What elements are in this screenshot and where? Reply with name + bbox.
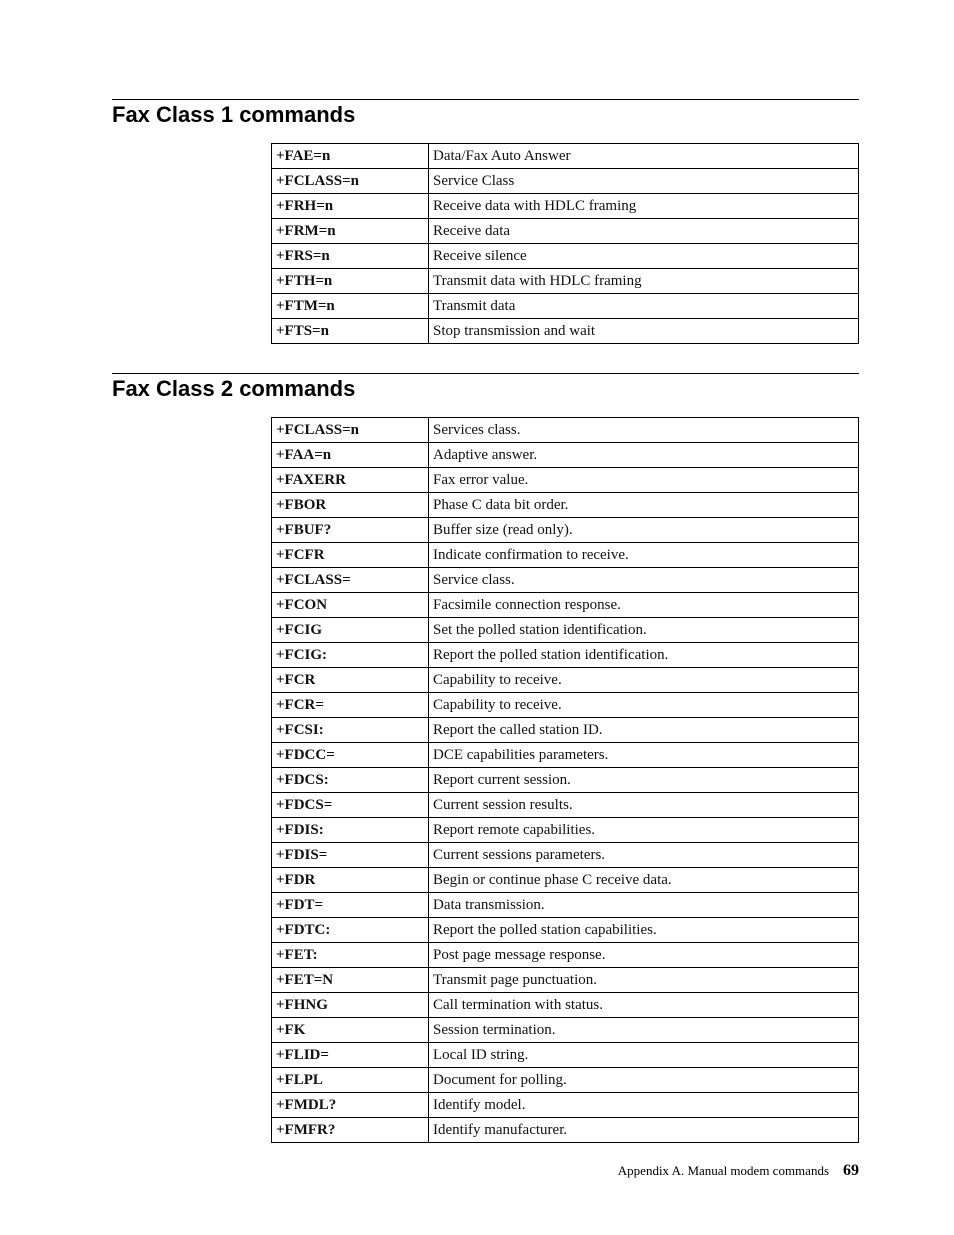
- table-row: [272, 568, 859, 593]
- command-cell: +FCIG: [272, 618, 429, 643]
- description-cell: Report current session.: [429, 768, 859, 793]
- description-cell: Document for polling.: [429, 1068, 859, 1093]
- table-row: [272, 593, 859, 618]
- commands-table: [271, 417, 859, 1143]
- command-cell: +FCSI:: [272, 718, 429, 743]
- table-row: [272, 893, 859, 918]
- section-rule: [112, 99, 859, 100]
- description-cell: Transmit data with HDLC framing: [429, 269, 859, 294]
- table-row: [272, 294, 859, 319]
- command-cell: +FMDL?: [272, 1093, 429, 1118]
- command-cell: +FLPL: [272, 1068, 429, 1093]
- command-cell: +FCR: [272, 668, 429, 693]
- description-cell: Transmit page punctuation.: [429, 968, 859, 993]
- command-cell: +FET:: [272, 943, 429, 968]
- table-row: [272, 1043, 859, 1068]
- command-cell: +FDCS:: [272, 768, 429, 793]
- table-row: [272, 543, 859, 568]
- command-cell: +FMFR?: [272, 1118, 429, 1143]
- description-cell: Adaptive answer.: [429, 443, 859, 468]
- description-cell: Current session results.: [429, 793, 859, 818]
- description-cell: DCE capabilities parameters.: [429, 743, 859, 768]
- description-cell: Capability to receive.: [429, 668, 859, 693]
- table-row: [272, 943, 859, 968]
- table-row: [272, 618, 859, 643]
- section-rule: [112, 373, 859, 374]
- description-cell: Set the polled station identification.: [429, 618, 859, 643]
- command-cell: +FAA=n: [272, 443, 429, 468]
- table-row: [272, 743, 859, 768]
- page-number: 69: [843, 1162, 859, 1179]
- table-row: [272, 1093, 859, 1118]
- table-body: [272, 144, 859, 344]
- table-row: [272, 668, 859, 693]
- table-row: [272, 443, 859, 468]
- command-cell: +FTM=n: [272, 294, 429, 319]
- command-cell: +FDCS=: [272, 793, 429, 818]
- table-row: [272, 843, 859, 868]
- description-cell: Transmit data: [429, 294, 859, 319]
- command-cell: +FCFR: [272, 543, 429, 568]
- table-row: [272, 993, 859, 1018]
- description-cell: Phase C data bit order.: [429, 493, 859, 518]
- command-cell: +FRS=n: [272, 244, 429, 269]
- description-cell: Facsimile connection response.: [429, 593, 859, 618]
- description-cell: Call termination with status.: [429, 993, 859, 1018]
- command-cell: +FCLASS=n: [272, 169, 429, 194]
- description-cell: Data/Fax Auto Answer: [429, 144, 859, 169]
- description-cell: Identify model.: [429, 1093, 859, 1118]
- description-cell: Indicate confirmation to receive.: [429, 543, 859, 568]
- description-cell: Session termination.: [429, 1018, 859, 1043]
- description-cell: Report the called station ID.: [429, 718, 859, 743]
- table-row: [272, 1018, 859, 1043]
- description-cell: Post page message response.: [429, 943, 859, 968]
- command-cell: +FTH=n: [272, 269, 429, 294]
- command-cell: +FDT=: [272, 893, 429, 918]
- command-cell: +FCR=: [272, 693, 429, 718]
- description-cell: Report the polled station identification.: [429, 643, 859, 668]
- command-cell: +FCLASS=: [272, 568, 429, 593]
- table-row: [272, 418, 859, 443]
- table-row: [272, 768, 859, 793]
- command-cell: +FDIS:: [272, 818, 429, 843]
- description-cell: Data transmission.: [429, 893, 859, 918]
- command-cell: +FLID=: [272, 1043, 429, 1068]
- description-cell: Service class.: [429, 568, 859, 593]
- description-cell: Begin or continue phase C receive data.: [429, 868, 859, 893]
- command-cell: +FET=N: [272, 968, 429, 993]
- description-cell: Report the polled station capabilities.: [429, 918, 859, 943]
- description-cell: Receive data with HDLC framing: [429, 194, 859, 219]
- table-row: [272, 269, 859, 294]
- table-row: [272, 468, 859, 493]
- command-cell: +FDIS=: [272, 843, 429, 868]
- page-footer: [560, 1162, 859, 1180]
- table-row: [272, 1118, 859, 1143]
- command-cell: +FRH=n: [272, 194, 429, 219]
- description-cell: Receive data: [429, 219, 859, 244]
- command-cell: +FDCC=: [272, 743, 429, 768]
- table-row: [272, 144, 859, 169]
- commands-table: [271, 143, 859, 344]
- table-row: [272, 868, 859, 893]
- command-cell: +FCLASS=n: [272, 418, 429, 443]
- command-cell: +FCIG:: [272, 643, 429, 668]
- command-cell: +FCON: [272, 593, 429, 618]
- table-row: [272, 244, 859, 269]
- table-row: [272, 319, 859, 344]
- footer-text: Appendix A. Manual modem commands: [617, 1163, 829, 1178]
- table-row: [272, 818, 859, 843]
- description-cell: Local ID string.: [429, 1043, 859, 1068]
- description-cell: Receive silence: [429, 244, 859, 269]
- table-row: [272, 693, 859, 718]
- command-cell: +FBOR: [272, 493, 429, 518]
- command-cell: +FAXERR: [272, 468, 429, 493]
- table-row: [272, 194, 859, 219]
- table-row: [272, 518, 859, 543]
- table-row: [272, 918, 859, 943]
- table-body: [272, 418, 859, 1143]
- table-row: [272, 793, 859, 818]
- command-cell: +FBUF?: [272, 518, 429, 543]
- section-heading: Fax Class 1 commands: [112, 102, 356, 127]
- table-row: [272, 643, 859, 668]
- description-cell: Service Class: [429, 169, 859, 194]
- command-cell: +FAE=n: [272, 144, 429, 169]
- section-heading: Fax Class 2 commands: [112, 376, 356, 401]
- command-cell: +FTS=n: [272, 319, 429, 344]
- command-cell: +FDTC:: [272, 918, 429, 943]
- command-cell: +FDR: [272, 868, 429, 893]
- table-row: [272, 169, 859, 194]
- table-row: [272, 1068, 859, 1093]
- command-cell: +FK: [272, 1018, 429, 1043]
- description-cell: Fax error value.: [429, 468, 859, 493]
- description-cell: Report remote capabilities.: [429, 818, 859, 843]
- description-cell: Services class.: [429, 418, 859, 443]
- description-cell: Buffer size (read only).: [429, 518, 859, 543]
- table-row: [272, 493, 859, 518]
- table-row: [272, 968, 859, 993]
- table-row: [272, 718, 859, 743]
- description-cell: Capability to receive.: [429, 693, 859, 718]
- command-cell: +FHNG: [272, 993, 429, 1018]
- description-cell: Identify manufacturer.: [429, 1118, 859, 1143]
- description-cell: Current sessions parameters.: [429, 843, 859, 868]
- description-cell: Stop transmission and wait: [429, 319, 859, 344]
- command-cell: +FRM=n: [272, 219, 429, 244]
- table-row: [272, 219, 859, 244]
